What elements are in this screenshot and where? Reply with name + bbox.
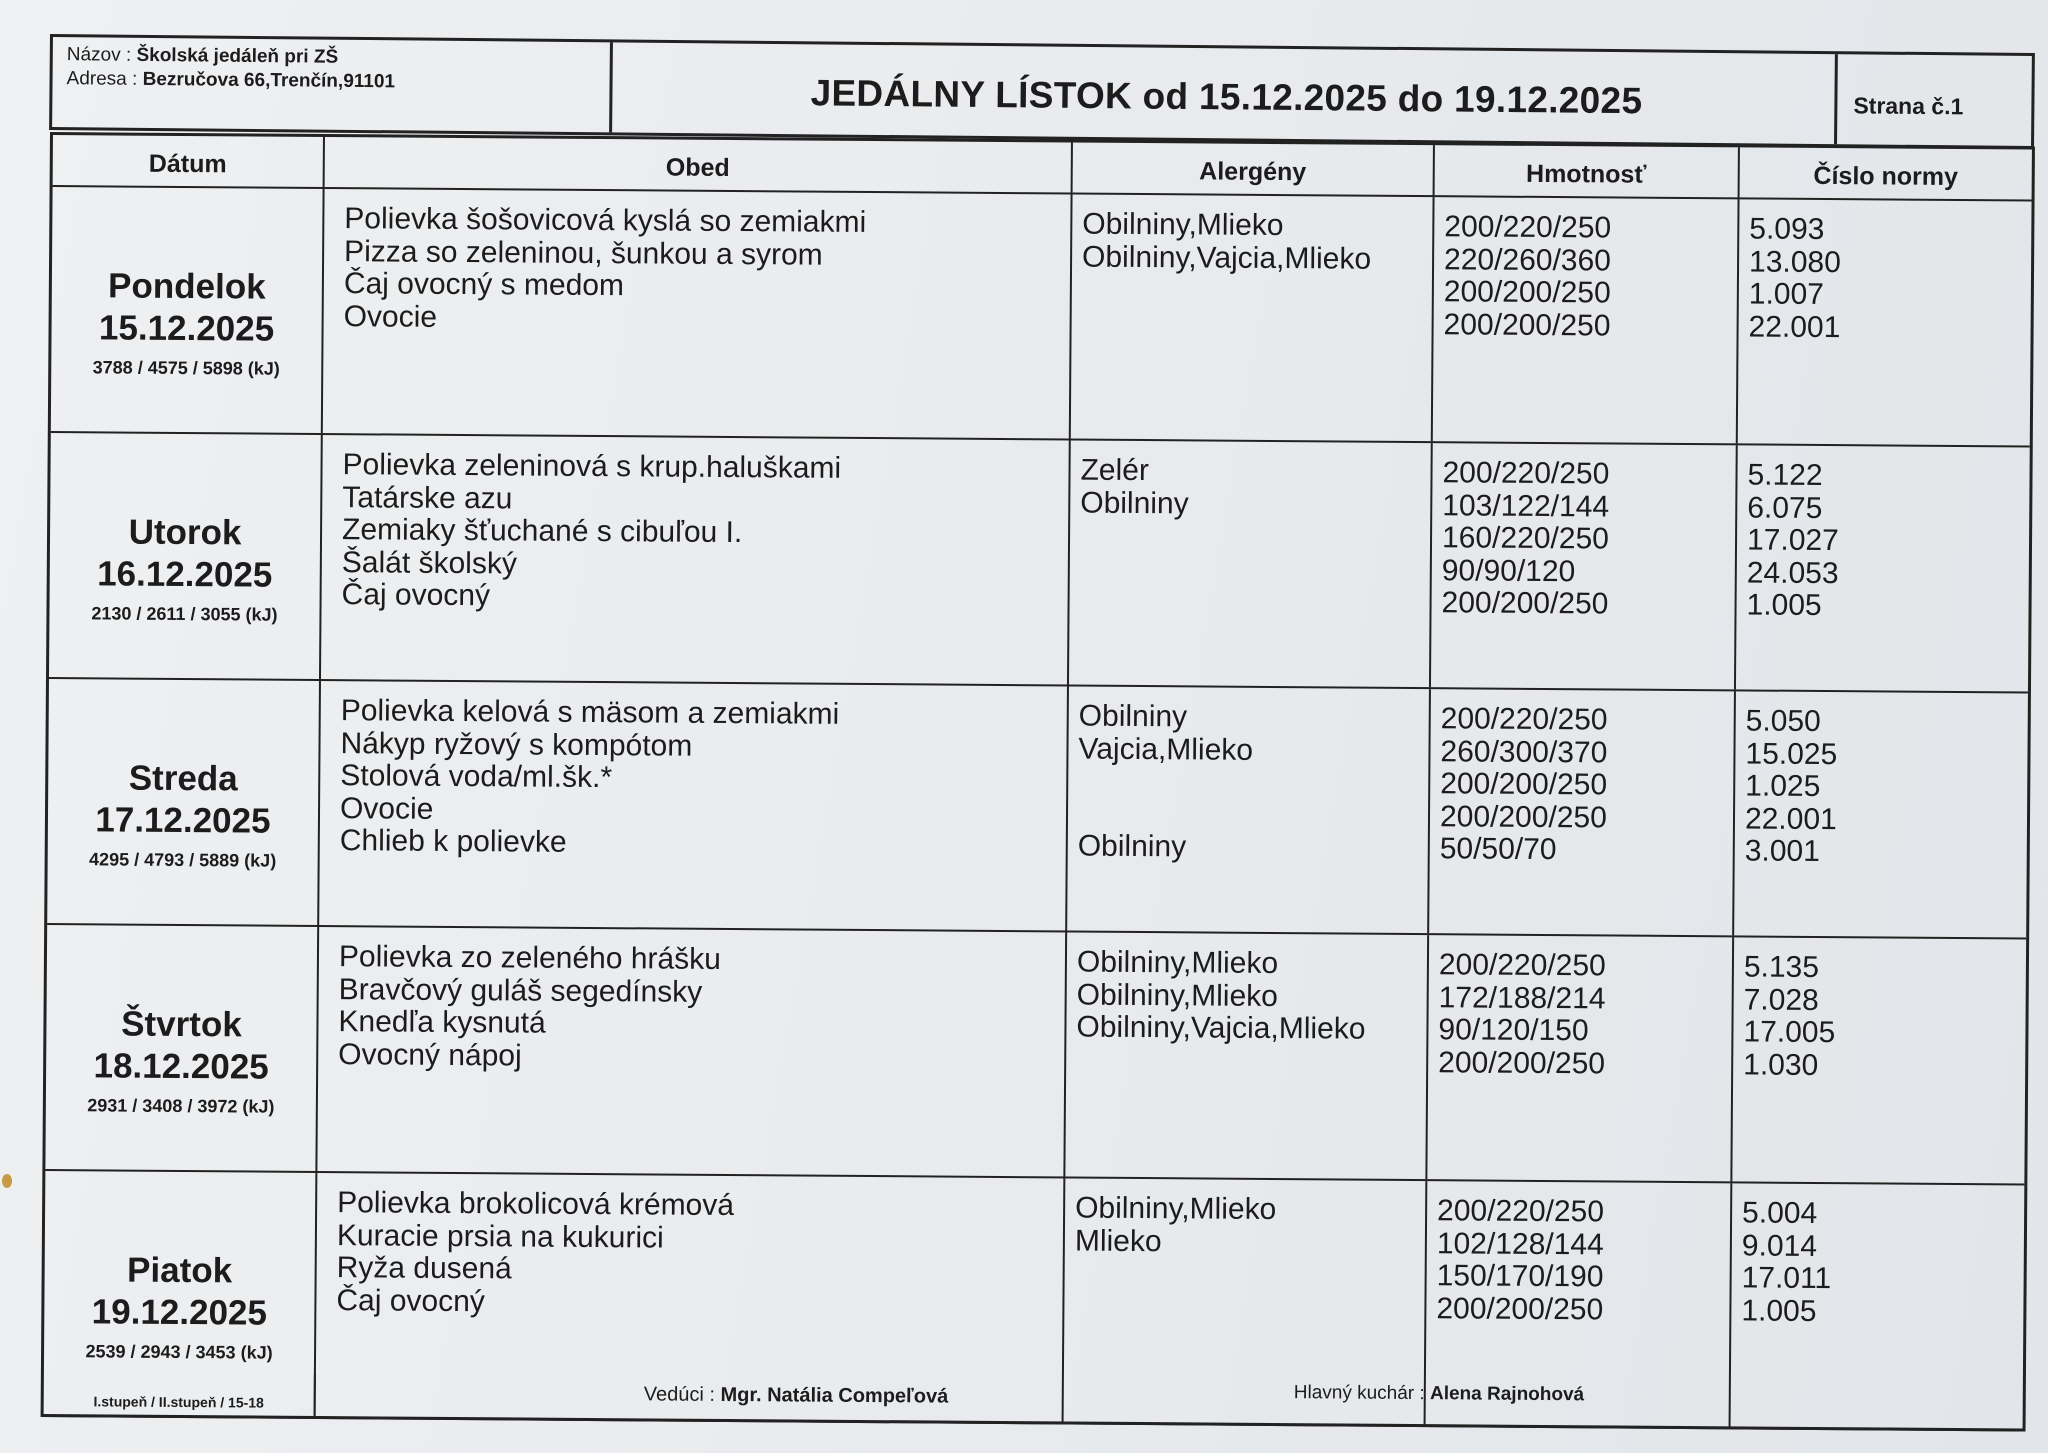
- weight-item: 200/200/250: [1439, 799, 1607, 834]
- meal-item: Kuracie prsia na kukurici: [336, 1218, 664, 1255]
- weights-cell: [1429, 689, 1736, 935]
- day-date: 19.12.2025: [91, 1292, 268, 1333]
- day-energy: 2539 / 2943 / 3453 (kJ): [85, 1341, 273, 1363]
- day-name: Utorok: [128, 512, 242, 553]
- weight-item: 90/90/120: [1441, 553, 1576, 588]
- norm-item: 17.005: [1743, 1015, 1836, 1050]
- weight-item: 200/220/250: [1442, 456, 1610, 491]
- meal-item: Šalát školský: [341, 545, 518, 580]
- allergen-item: Obilniny,Vajcia,Mlieko: [1081, 240, 1372, 276]
- weight-item: 260/300/370: [1440, 734, 1608, 769]
- weight-item: 50/50/70: [1439, 832, 1557, 867]
- meal-item: Knedľa kysnutá: [338, 1005, 546, 1040]
- page-title: JEDÁLNY LÍSTOK od 15.12.2025 do 19.12.2025: [810, 72, 1643, 122]
- weight-item: 200/220/250: [1437, 1194, 1605, 1229]
- cook-label: Hlavný kuchár :: [1293, 1382, 1425, 1405]
- weight-item: 200/200/250: [1436, 1291, 1604, 1326]
- col-header-allergens: Alergény: [1073, 142, 1435, 197]
- day-energy: 4295 / 4793 / 5889 (kJ): [89, 849, 277, 871]
- allergens-cell: [1071, 194, 1435, 441]
- allergens-cell: [1069, 440, 1433, 687]
- norm-item: 1.030: [1743, 1047, 1819, 1082]
- meal-item: Polievka brokolicová krémová: [337, 1186, 735, 1223]
- day-energy: 2130 / 2611 / 3055 (kJ): [91, 603, 278, 625]
- norm-item: 17.011: [1741, 1261, 1832, 1296]
- norms-cell: [1736, 445, 2030, 691]
- norms-cell: [1734, 691, 2028, 937]
- allergen-item: [1075, 1258, 1425, 1293]
- weight-item: 160/220/250: [1441, 521, 1610, 556]
- norm-item: 1.005: [1746, 588, 1822, 622]
- col-header-date: Dátum: [53, 135, 325, 189]
- meal-item: Nákyp ryžový s kompótom: [340, 726, 693, 763]
- allergen-item: Obilniny,Mlieko: [1082, 207, 1284, 243]
- weight-item: 200/220/250: [1438, 948, 1606, 983]
- day-row: [45, 925, 2026, 1186]
- org-info: [52, 37, 613, 132]
- weight-item: 200/200/250: [1443, 275, 1611, 310]
- allergen-item: [1082, 274, 1432, 309]
- weight-item: 172/188/214: [1438, 980, 1606, 1015]
- meal-item: Čaj ovocný: [341, 578, 491, 613]
- allergens-cell: [1065, 932, 1429, 1179]
- norm-item: 5.135: [1743, 950, 1820, 984]
- weight-item: 200/200/250: [1441, 586, 1609, 621]
- weights-cell: [1433, 197, 1740, 443]
- weight-item: 220/260/360: [1443, 242, 1612, 277]
- manager: [644, 1383, 949, 1408]
- meals-cell: [317, 927, 1067, 1176]
- norms-cell: [1738, 199, 2032, 445]
- allergen-item: Vajcia,Mlieko: [1078, 732, 1254, 767]
- weights-cell: [1427, 935, 1734, 1181]
- col-header-weight: Hmotnosť: [1435, 145, 1740, 199]
- day-cell: [49, 433, 323, 679]
- weight-item: 103/122/144: [1442, 488, 1610, 523]
- meals-cell: [323, 189, 1073, 438]
- header-box: [49, 34, 2035, 149]
- allergen-item: [1079, 585, 1429, 620]
- allergen-item: [1082, 306, 1432, 341]
- day-name: Piatok: [126, 1250, 233, 1291]
- day-name: Štvrtok: [121, 1004, 242, 1045]
- norm-item: 13.080: [1748, 244, 1841, 279]
- org-name: Školská jedáleň pri ZŠ: [136, 44, 339, 68]
- norm-item: 22.001: [1744, 801, 1837, 836]
- meal-item: Čaj ovocný: [336, 1283, 485, 1318]
- norm-item: 15.025: [1745, 736, 1838, 771]
- day-energy: 3788 / 4575 / 5898 (kJ): [92, 357, 280, 379]
- meal-item: Zemiaky šťuchané s cibuľou I.: [341, 513, 743, 550]
- allergen-item: [1080, 520, 1430, 555]
- norm-item: 5.122: [1747, 458, 1823, 493]
- weight-item: 200/200/250: [1440, 767, 1608, 802]
- meal-item: Polievka zo zeleného hrášku: [338, 940, 721, 976]
- norm-item: 6.075: [1747, 490, 1823, 525]
- meal-item: Ovocie: [343, 299, 438, 334]
- allergen-item: Obilniny: [1080, 486, 1189, 520]
- weight-item: 200/200/250: [1443, 307, 1611, 342]
- head-cook: [1294, 1382, 1585, 1406]
- allergen-item: Obilniny: [1078, 699, 1188, 734]
- allergen-item: Mlieko: [1074, 1224, 1162, 1258]
- page-number: Strana č.1: [1834, 54, 2032, 146]
- allergen-item: Obilniny,Vajcia,Mlieko: [1076, 1010, 1366, 1046]
- allergen-item: [1080, 552, 1430, 587]
- meal-item: Ovocný nápoj: [338, 1037, 522, 1072]
- allergen-item: Obilniny,Mlieko: [1075, 1191, 1277, 1227]
- address-label: Adresa :: [66, 68, 138, 90]
- allergen-item: Zelér: [1080, 453, 1150, 488]
- allergen-item: [1076, 1044, 1426, 1079]
- meal-item: Tatárske azu: [342, 480, 513, 515]
- weight-item: 200/200/250: [1438, 1045, 1606, 1080]
- day-row: [51, 187, 2032, 448]
- day-row: [49, 433, 2030, 694]
- allergens-cell: [1067, 686, 1431, 933]
- meal-item: Pizza so zeleninou, šunkou a syrom: [344, 234, 823, 272]
- norm-item: 9.014: [1741, 1228, 1818, 1263]
- meal-item: Stolová voda/ml.šk.*: [340, 759, 613, 795]
- meal-item: Ryža dusená: [336, 1251, 512, 1286]
- day-date: 17.12.2025: [95, 800, 271, 841]
- norm-item: 3.001: [1744, 834, 1820, 868]
- norm-item: 1.005: [1741, 1293, 1817, 1328]
- weight-item: 150/170/190: [1436, 1259, 1604, 1294]
- org-label: Názov :: [66, 44, 132, 66]
- weight-item: 102/128/144: [1436, 1226, 1604, 1261]
- meal-item: Bravčový guláš segedínsky: [338, 972, 703, 1009]
- norm-item: 17.027: [1746, 523, 1839, 558]
- norms-cell: [1732, 937, 2026, 1183]
- meal-item: Ovocie: [339, 791, 434, 826]
- menu-table: [41, 132, 2035, 1432]
- meal-item: Polievka kelová s mäsom a zemiakmi: [340, 694, 840, 731]
- allergen-item: Obilniny,Mlieko: [1076, 945, 1279, 981]
- col-header-obed: Obed: [325, 137, 1073, 194]
- meal-item: Čaj ovocný s medom: [343, 267, 625, 303]
- norm-item: 24.053: [1746, 555, 1839, 590]
- norm-item: 22.001: [1748, 309, 1841, 344]
- meals-cell: [321, 435, 1071, 684]
- manager-name: Mgr. Natália Compeľová: [720, 1383, 949, 1408]
- meal-item: Chlieb k polievke: [339, 824, 567, 859]
- norm-item: 7.028: [1743, 982, 1819, 1017]
- allergen-item: [1074, 1290, 1424, 1325]
- weights-cell: [1431, 443, 1738, 689]
- grade-levels: I.stupeň / II.stupeň / 15-18: [44, 1371, 316, 1419]
- day-cell: [45, 925, 319, 1171]
- address-value: Bezručova 66,Trenčín,91101: [142, 68, 396, 93]
- day-name: Pondelok: [107, 266, 266, 307]
- day-date: 16.12.2025: [97, 554, 273, 595]
- meal-item: Polievka šošovicová kyslá so zemiakmi: [344, 202, 867, 239]
- day-cell: [47, 679, 321, 925]
- allergen-item: [1078, 766, 1428, 801]
- punch-hole: [2, 1174, 12, 1188]
- weight-item: 200/220/250: [1444, 210, 1612, 245]
- weight-item: 200/220/250: [1440, 702, 1608, 737]
- col-header-norm: Číslo normy: [1740, 147, 2032, 201]
- manager-label: Vedúci :: [643, 1383, 716, 1406]
- meals-cell: [319, 681, 1069, 930]
- day-name: Streda: [128, 758, 238, 799]
- norm-item: 5.050: [1745, 704, 1821, 738]
- meal-item: Polievka zeleninová s krup.haluškami: [342, 448, 842, 485]
- day-cell: [51, 187, 325, 433]
- allergen-item: Obilniny,Mlieko: [1076, 978, 1279, 1013]
- day-row: [47, 679, 2028, 940]
- norm-item: 1.025: [1745, 769, 1821, 803]
- day-date: 18.12.2025: [93, 1046, 269, 1087]
- norm-item: 5.004: [1742, 1196, 1818, 1230]
- norm-item: 5.093: [1749, 212, 1825, 247]
- day-date: 15.12.2025: [98, 308, 275, 349]
- cook-name: Alena Rajnohová: [1429, 1383, 1585, 1406]
- allergen-item: Obilniny: [1077, 829, 1187, 864]
- day-energy: 2931 / 3408 / 3972 (kJ): [87, 1095, 275, 1117]
- allergen-item: [1078, 798, 1428, 833]
- weight-item: 90/120/150: [1438, 1013, 1589, 1048]
- norm-item: 1.007: [1748, 277, 1825, 312]
